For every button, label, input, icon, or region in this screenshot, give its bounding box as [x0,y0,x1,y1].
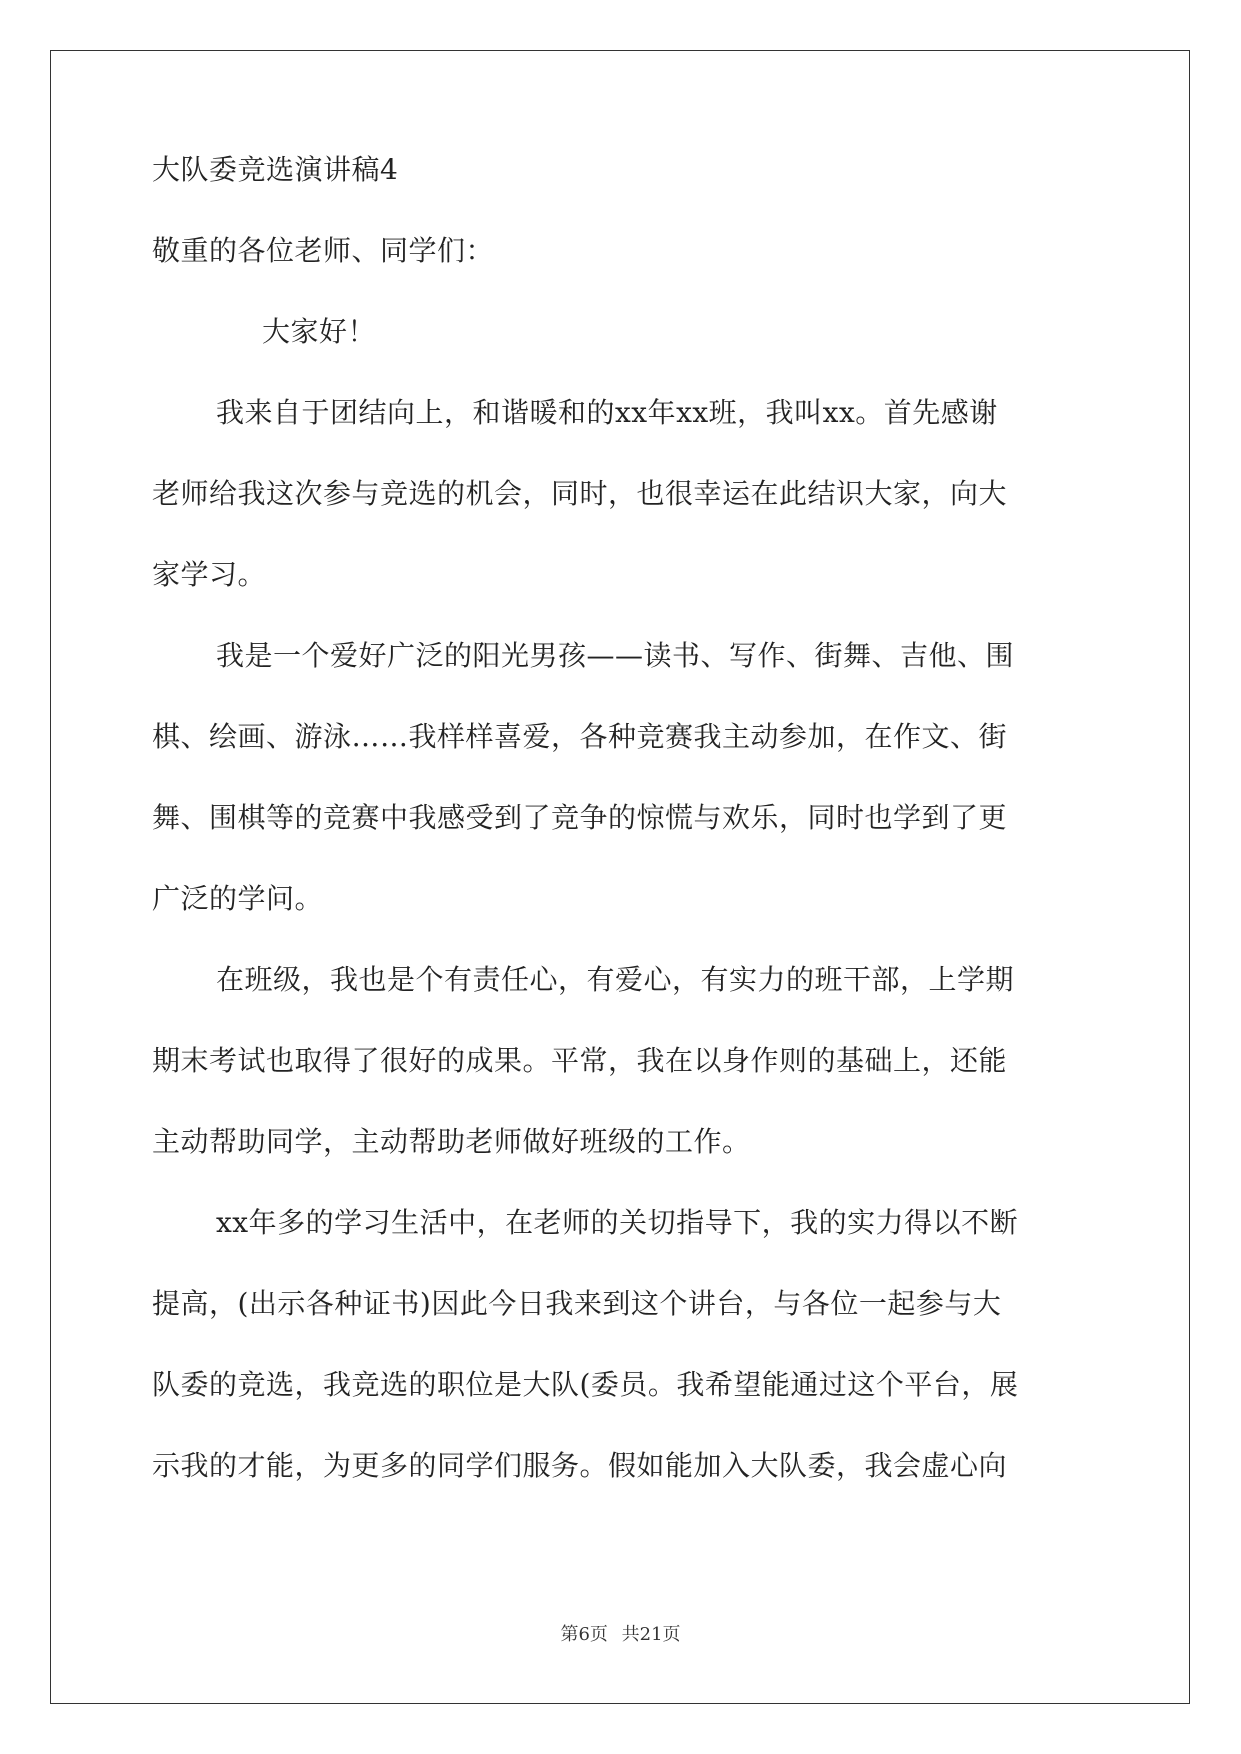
hello-line: 大家好！ [262,315,377,348]
document-title: 大队委竞选演讲稿4 [152,153,399,186]
page-total: 共21页 [621,1624,681,1645]
paragraph-line: 广泛的学问。 [152,882,324,915]
paragraph-line: 示我的才能，为更多的同学们服务。假如能加入大队委，我会虚心向 [152,1449,1008,1482]
paragraph-line: 在班级，我也是个有责任心，有爱心，有实力的班干部，上学期 [216,963,1015,996]
paragraph-line: 棋、绘画、游泳……我样样喜爱，各种竞赛我主动参加，在作文、街 [152,720,1008,753]
paragraph-line: 我是一个爱好广泛的阳光男孩——读书、写作、街舞、吉他、围 [216,639,1015,672]
paragraph-line: 家学习。 [152,558,267,591]
paragraph-line: 期末考试也取得了很好的成果。平常，我在以身作则的基础上，还能 [152,1044,1008,1077]
page-number: 第6页 [560,1624,608,1645]
paragraph-line: xx年多的学习生活中，在老师的关切指导下，我的实力得以不断 [216,1206,1019,1239]
paragraph-line: 舞、围棋等的竞赛中我感受到了竞争的惊慌与欢乐，同时也学到了更 [152,801,1008,834]
page-footer [0,1620,1241,1646]
paragraph-line: 老师给我这次参与竞选的机会，同时，也很幸运在此结识大家，向大 [152,477,1008,510]
paragraph-line: 我来自于团结向上，和谐暖和的xx年xx班，我叫xx。首先感谢 [216,396,998,429]
paragraph-line: 队委的竞选，我竞选的职位是大队(委员。我希望能通过这个平台，展 [152,1368,1019,1401]
paragraph-line: 提高，(出示各种证书)因此今日我来到这个讲台，与各位一起参与大 [152,1287,1002,1320]
document-body [152,153,1092,1506]
greeting-line: 敬重的各位老师、同学们： [152,234,495,267]
paragraph-line: 主动帮助同学，主动帮助老师做好班级的工作。 [152,1125,751,1158]
